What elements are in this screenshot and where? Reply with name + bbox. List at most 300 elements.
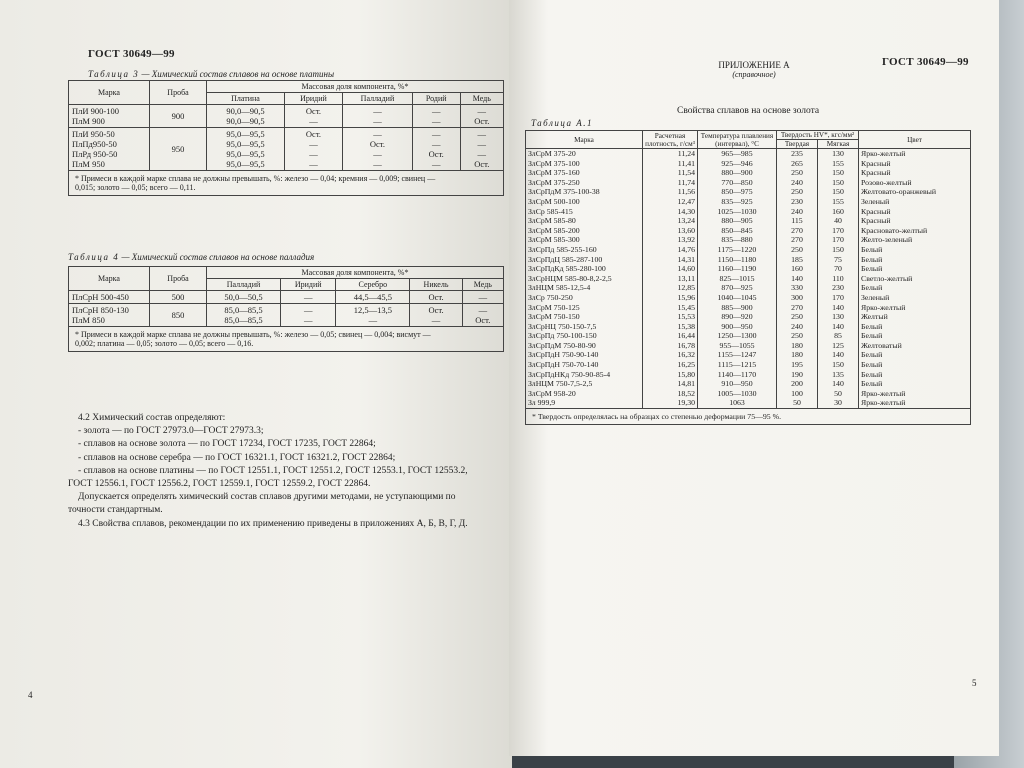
cell-value: 270 [791,302,803,312]
sub-col-header: Медь [462,279,503,291]
col-header-hard: Твердая [777,140,818,149]
component-value: Ост. [428,149,444,159]
sub-col-header: Серебро [336,279,410,291]
cell-value: Белый [861,350,883,360]
cell-value: ЗлСрНЦ 750-150-7,5 [528,321,597,331]
component-value: — [309,139,318,149]
cell-value: 170 [832,235,844,245]
right-page [509,0,999,756]
cell-value: 230 [832,283,844,293]
cell-value: 270 [791,235,803,245]
component-value: — [309,116,318,126]
cell-value: Желтый [861,312,888,322]
cell-value: Зеленый [861,292,890,302]
cell-value: ЗлСрМ 375-100 [528,158,580,168]
temp-column [698,149,777,409]
cell-value: 230 [791,196,803,206]
component-value: 95,0—95,5 [226,159,265,169]
table-a1 [525,130,971,425]
component-value: — [373,106,382,116]
cell-value: 135 [832,369,844,379]
cell-value: Белый [861,360,883,370]
cell-value: 11,56 [677,187,695,197]
marka-value: ПлСрН 500-450 [72,292,129,302]
component-cell [460,128,503,171]
cell-value: ЗлНЦМ 750-7,5-2,5 [528,379,593,389]
cell-value: 18,52 [677,388,695,398]
cell-value: 835—925 [721,196,753,206]
cell-value: 185 [791,254,803,264]
component-value: — [431,159,441,169]
component-cell [281,304,336,327]
text-line: 4.3 Свойства сплавов, рекомендации по их применению приведены в приложениях А, Б, В, Г, Д. [78,518,468,529]
component-value: Ост. [475,315,491,325]
proba-cell: 900 [150,105,207,128]
cell-value: 12,47 [677,196,695,206]
cell-value: ЗлСрПдН 750-90-140 [528,350,599,360]
cell-value: 265 [791,158,803,168]
cell-value: 250 [791,312,803,322]
cell-value: 955—1055 [719,340,755,350]
cell-value: 250 [791,187,803,197]
cell-value: 100 [791,388,803,398]
component-cell [207,105,285,128]
marka-value: ПлСрН 850-130 [72,305,129,315]
cell-value: ЗлСрМ 375-160 [528,168,580,178]
component-cell [207,128,285,171]
cell-value: Красный [861,158,891,168]
component-cell [410,291,462,304]
cell-value: 19,30 [677,398,695,408]
table4-body [69,291,504,327]
marka-value: ПлПд950-50 [72,139,117,149]
cell-value: Белый [861,254,883,264]
cell-value: Желто-зеленый [861,235,913,245]
cell-value: Белый [861,264,883,274]
cell-value: Зеленый [861,196,890,206]
cell-value: 835—880 [721,235,753,245]
marka-value: ПлИ 900-100 [72,106,119,116]
cell-value: 11,74 [677,177,695,187]
sub-col-header: Медь [460,93,503,105]
cell-value: Розово-желтый [861,177,912,187]
table4-caption: Таблица 4 — Химический состав сплавов на основе палладия [68,252,315,262]
cell-value: 770—850 [721,177,753,187]
cell-value: 125 [832,340,844,350]
sub-col-header: Платина [207,93,285,105]
cell-value: 150 [832,187,844,197]
cell-value: ЗлСрПдН 750-70-140 [528,360,599,370]
cell-value: 190 [791,369,803,379]
component-value: — [309,159,318,169]
proba-cell: 950 [150,128,207,171]
component-value: 50,0—50,5 [224,292,263,302]
component-cell [343,128,413,171]
proba-cell: 500 [150,291,207,304]
cell-value: Белый [861,321,883,331]
cell-value: ЗлСрМ 585-200 [528,225,580,235]
component-value: 95,0—95,5 [226,149,265,159]
col-header-marka: Марка [69,267,150,291]
component-value: — [478,305,488,315]
page-number: 5 [972,678,977,688]
cell-value: 140 [791,273,803,283]
component-value: — [373,159,382,169]
sub-col-header: Иридий [284,93,342,105]
cell-value: 870—925 [721,283,753,293]
cell-value: 15,45 [677,302,695,312]
sub-col-header: Никель [410,279,462,291]
cell-value: 50 [834,388,842,398]
cell-value: 1115—1215 [717,360,757,370]
component-value: — [303,315,313,325]
table3-caption: Таблица 3 — Химический состав сплавов на основе платины [88,69,335,79]
color-column [859,149,971,409]
cell-value: 15,80 [677,369,695,379]
component-cell [462,291,503,304]
cell-value: 14,60 [677,264,695,274]
cell-value: 965—985 [721,149,753,158]
cell-value: Ярко-желтый [861,388,906,398]
component-value: — [478,292,488,302]
cell-value: ЗлСрПдНКд 750-90-85-4 [528,369,611,379]
cell-value: 30 [834,398,842,408]
cell-value: 195 [791,360,803,370]
component-value: — [431,129,441,139]
text-line: точности стандартным. [68,505,163,516]
cell-value: 1175—1220 [717,244,757,254]
cell-value: 13,92 [677,235,695,245]
cell-value: 1140—1170 [717,369,757,379]
cell-value: Желтовато-оранжевый [861,187,937,197]
component-value: — [309,149,318,159]
col-header-group: Массовая доля компонента, %* [207,81,504,93]
cell-value: ЗлСрМ 585-80 [528,216,576,226]
sub-col-header: Родий [412,93,460,105]
cell-value: 70 [834,264,842,274]
cell-value: 850—975 [721,187,753,197]
cell-value: 130 [832,149,844,158]
marka-cell [69,128,150,171]
component-value: — [477,129,487,139]
cell-value: 235 [791,149,803,158]
cell-value: 13,60 [677,225,695,235]
cell-value: 150 [832,168,844,178]
component-value: Ост. [474,159,490,169]
cell-value: ЗлСрПдЦ 585-287-100 [528,254,603,264]
component-value: 95,0—95,5 [226,129,265,139]
cell-value: 14,31 [677,254,695,264]
col-header-marka: Марка [69,81,150,105]
table3 [68,80,504,196]
hard-column [777,149,818,409]
table-row [69,291,504,304]
cell-value: 1250—1300 [717,331,757,341]
text-line: Допускается определять химический состав сплавов другими методами, не уступающими по [78,492,456,503]
cell-value: 40 [834,216,842,226]
cell-value: Красновато-желтый [861,225,928,235]
marka-cell [69,105,150,128]
page-header: ГОСТ 30649—99 [882,56,969,68]
cell-value: 14,30 [677,206,695,216]
component-value: Ост. [428,292,444,302]
component-value: Ост. [305,106,322,116]
cell-value: 240 [791,206,803,216]
cell-value: 250 [791,168,803,178]
table-row [69,128,504,171]
cell-value: 240 [791,177,803,187]
component-value: Ост. [305,129,322,139]
text-line: - золота — по ГОСТ 27973.0—ГОСТ 27973.3; [78,426,264,437]
cell-value: 925—946 [721,158,753,168]
cell-value: 170 [832,225,844,235]
cell-value: 160 [791,264,803,274]
component-cell [343,105,413,128]
cell-value: 180 [791,340,803,350]
component-value: Ост. [474,116,490,126]
text-line: ГОСТ 12556.1, ГОСТ 12556.2, ГОСТ 12559.1, ГОСТ 12559.2, ГОСТ 22864. [68,479,371,490]
cell-value: 1040—1045 [717,292,757,302]
table4 [68,266,504,352]
table-a1-caption: Таблица А.1 [531,118,594,128]
component-cell [410,304,462,327]
component-value: — [431,139,441,149]
cell-value: 170 [832,292,844,302]
col-header-marka: Марка [526,131,643,149]
marka-value: ПлРд 950-50 [72,149,118,159]
cell-value: 150 [832,244,844,254]
cell-value: 1160—1190 [717,264,757,274]
cell-value: 13,24 [677,216,695,226]
cell-value: 880—905 [721,216,753,226]
table3-note: * Примеси в каждой марке сплава не должны превышать, %: железо — 0,04; кремния — 0,009; свинец — 0,015; золото — 0,05; всего — 0,11. [69,171,504,196]
component-value: — [477,106,487,116]
cell-value: 15,38 [677,321,695,331]
component-cell [281,291,336,304]
cell-value: 250 [791,331,803,341]
cell-value: Красный [861,168,891,178]
sub-col-header: Палладий [207,279,281,291]
component-cell [207,304,281,327]
component-value: — [303,292,313,302]
cell-value: 14,76 [677,244,695,254]
cell-value: ЗлНЦМ 585-12,5-4 [528,283,591,293]
cell-value: 1005—1030 [717,388,757,398]
text-line: 4.2 Химический состав определяют: [78,413,226,423]
cell-value: 1063 [729,398,745,408]
cell-value: ЗлСрМ 375-20 [528,149,576,158]
component-cell [284,128,342,171]
col-header-hardness: Твердость HV*, кгс/мм² [777,131,859,140]
cell-value: 140 [832,302,844,312]
cell-value: 11,41 [677,158,695,168]
page-number: 4 [28,690,33,700]
table-a1-note: * Твердость определялась на образцах со степенью деформации 75—95 %. [526,409,971,425]
text-line: - сплавов на основе серебра — по ГОСТ 16321.1, ГОСТ 16321.2, ГОСТ 22864; [78,452,396,463]
component-cell [412,128,460,171]
cell-value: 50 [793,398,801,408]
text-line: - сплавов на основе платины — по ГОСТ 12551.1, ГОСТ 12551.2, ГОСТ 12553.1, ГОСТ 12553.2, [78,465,468,476]
sub-col-header: Палладий [343,93,413,105]
component-value: Ост. [369,139,386,149]
cell-value: 130 [832,312,844,322]
cell-value: Красный [861,206,891,216]
cell-value: ЗлСрМ 750-125 [528,302,580,312]
cell-value: 1155—1247 [717,350,757,360]
marka-value: ПлИ 950-50 [72,129,115,139]
component-value: 44,5—45,5 [353,292,392,302]
page-header: ГОСТ 30649—99 [88,48,175,60]
col-header-proba: Проба [150,81,207,105]
cell-value: 1025—1030 [717,206,757,216]
cell-value: 200 [791,379,803,389]
cell-value: 12,85 [677,283,695,293]
component-value: — [431,116,441,126]
marka-cell [69,304,150,327]
cell-value: 155 [832,158,844,168]
table-row [69,105,504,128]
component-value: — [373,129,382,139]
col-header-proba: Проба [150,267,207,291]
cell-value: Красный [861,216,891,226]
cell-value: 240 [791,321,803,331]
component-cell [462,304,503,327]
cell-value: 85 [834,331,842,341]
cell-value: 110 [832,273,844,283]
marks-column [526,149,643,409]
component-value: 90,0—90,5 [226,116,265,126]
cell-value: 155 [832,196,844,206]
cell-value: 140 [832,379,844,389]
cell-value: Ярко-желтый [861,149,906,158]
cell-value: 890—920 [721,312,753,322]
cell-value: 150 [832,360,844,370]
marka-value: ПлМ 900 [72,116,105,126]
table4-note: * Примеси в каждой марке сплава не должны превышать, %: железо — 0,05; свинец — 0,004; висмут — 0,002; платина — 0,05; золото — 0,05; всего — 0,16. [69,327,504,352]
cell-value: Ярко-желтый [861,398,906,408]
cell-value: 14,81 [677,379,695,389]
col-header-density: Расчетная плотность, г/см³ [643,131,698,149]
component-value: — [368,315,378,325]
col-header-temp: Температура плавления (интервал), °С [698,131,777,149]
component-value: 12,5—13,5 [353,305,392,315]
component-cell [460,105,503,128]
proba-cell: 850 [150,304,207,327]
marka-value: ПлМ 950 [72,159,105,169]
cell-value: 900—950 [721,321,753,331]
component-value: — [477,149,487,159]
component-value: — [303,305,313,315]
cell-value: 250 [791,244,803,254]
cell-value: Белый [861,244,883,254]
cell-value: ЗлСрНЦМ 585-80-8,2-2,5 [528,273,612,283]
cell-value: Белый [861,331,883,341]
cell-value: ЗлСрПд 750-100-150 [528,331,597,341]
cell-value: 270 [791,225,803,235]
cell-value: 1150—1180 [717,254,757,264]
component-cell [412,105,460,128]
cell-value: ЗлСрМ 585-300 [528,235,580,245]
cell-value: ЗлСрМ 750-150 [528,312,580,322]
component-cell [207,291,281,304]
cell-value: ЗлСрПдКд 585-280-100 [528,264,606,274]
cell-value: 880—900 [721,168,753,178]
cell-value: ЗлСрПдМ 750-80-90 [528,340,596,350]
cell-value: 16,78 [677,340,695,350]
cell-value: 850—845 [721,225,753,235]
cell-value: Желтоватый [861,340,902,350]
cell-value: ЗлСрМ 500-100 [528,196,580,206]
cell-value: ЗлСрМ 958-20 [528,388,576,398]
component-value: Ост. [428,305,444,315]
cell-value: 11,54 [677,168,695,178]
cell-value: Белый [861,369,883,379]
cell-value: 910—950 [721,379,753,389]
cell-value: ЗлСр 750-250 [528,292,573,302]
cell-value: 16,44 [677,331,695,341]
table3-body [69,105,504,171]
component-value: 90,0—90,5 [226,106,265,116]
cell-value: 150 [832,177,844,187]
cell-value: 16,32 [677,350,695,360]
cell-value: Белый [861,379,883,389]
marka-cell [69,291,150,304]
cell-value: ЗлСрПд 585-255-160 [528,244,597,254]
component-value: — [373,116,382,126]
component-value: 85,0—85,5 [224,315,263,325]
density-column [643,149,698,409]
table-row [69,304,504,327]
section-title: Свойства сплавов на основе золота [677,106,820,116]
cell-value: 13,11 [677,273,695,283]
component-value: — [431,315,441,325]
cell-value: 115 [791,216,803,226]
appendix-title: ПРИЛОЖЕНИЕ А (справочное) [718,60,790,79]
cell-value: 15,96 [677,292,695,302]
cell-value: 885—900 [721,302,753,312]
cell-value: Белый [861,283,883,293]
col-header-color: Цвет [859,131,971,149]
component-value: — [373,149,382,159]
col-header-group: Массовая доля компонента, %* [207,267,504,279]
component-cell [284,105,342,128]
cell-value: Светло-желтый [861,273,913,283]
cell-value: 15,53 [677,312,695,322]
cell-value: 180 [791,350,803,360]
sub-col-header: Иридий [281,279,336,291]
cell-value: Ярко-желтый [861,302,906,312]
cell-value: 140 [832,350,844,360]
cell-value: ЗлСр 585-415 [528,206,573,216]
text-line: - сплавов на основе золота — по ГОСТ 17234, ГОСТ 17235, ГОСТ 22864; [78,439,376,450]
cell-value: 825—1015 [719,273,755,283]
cell-value: 16,25 [677,360,695,370]
cell-value: 140 [832,321,844,331]
component-value: 95,0—95,5 [226,139,265,149]
cell-value: 11,24 [677,149,695,158]
component-value: 85,0—85,5 [224,305,263,315]
soft-column [818,149,859,409]
component-cell [336,304,410,327]
marka-value: ПлМ 850 [72,315,105,325]
cell-value: ЗлСрПдМ 375-100-38 [528,187,600,197]
component-value: — [477,139,487,149]
cell-value: 330 [791,283,803,293]
cell-value: ЗлСрМ 375-250 [528,177,580,187]
cell-value: 160 [832,206,844,216]
body-text [68,412,498,531]
component-value: — [431,106,441,116]
